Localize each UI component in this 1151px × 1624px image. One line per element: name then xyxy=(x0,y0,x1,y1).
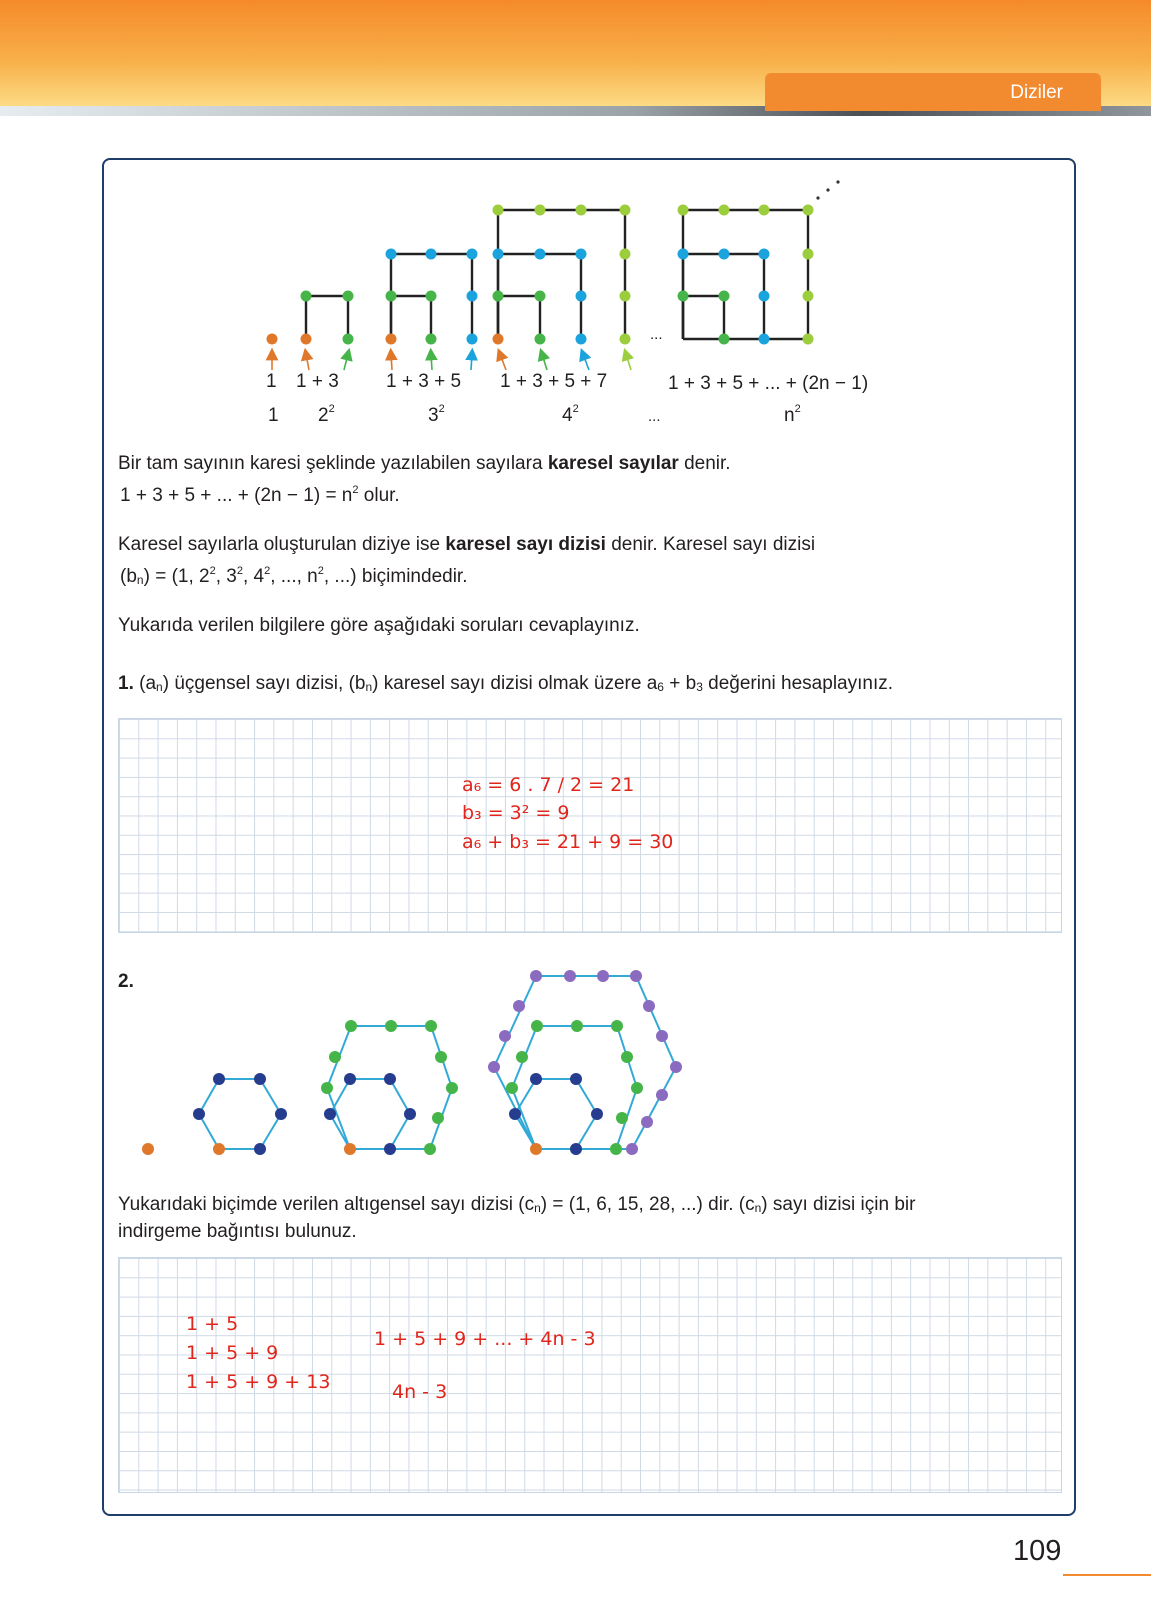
sum-label-n: 1 + 3 + 5 + ... + (2n − 1) xyxy=(668,373,869,394)
answer-2-sum: 1 + 5 + 9 + ... + 4n - 3 xyxy=(374,1328,596,1350)
square-label-2: $2^2$ xyxy=(318,403,335,426)
square-label-n: $n^2$ xyxy=(784,403,801,426)
ellipsis-top: ... xyxy=(650,326,663,343)
answer-2-left-2: 1 + 5 + 9 xyxy=(186,1342,279,1364)
answer-1-line-1: a₆ = 6 . 7 / 2 = 21 xyxy=(462,774,635,796)
intro-line-2: 1 + 3 + 5 + ... + $(2n - 1) = n^2$ olur. xyxy=(120,484,400,506)
question-1-number: 1. xyxy=(118,673,134,694)
question-1: 1. $(a_n)$ üçgensel sayı dizisi, $(b_n)$ karesel sayı dizisi olmak üzere $a_6 + b_3$ değerini hesaplayınız. xyxy=(118,673,894,694)
answer-2-left-3: 1 + 5 + 9 + 13 xyxy=(186,1371,331,1393)
hex-dots-1 xyxy=(142,1143,154,1155)
square-label-4: $4^2$ xyxy=(562,403,579,426)
chapter-title: Diziler xyxy=(1010,82,1063,103)
square-label-1: 1 xyxy=(268,405,279,426)
answer-2-term: 4n - 3 xyxy=(392,1381,448,1403)
answer-1-line-2: b₃ = 3² = 9 xyxy=(462,802,570,824)
intro-para-2: Karesel sayılarla oluşturulan diziye ise karesel sayı dizisi denir. Karesel sayı dizisi xyxy=(118,534,816,555)
question-2-line-2: indirgeme bağıntısı bulunuz. xyxy=(118,1221,357,1242)
answer-2-left-1: 1 + 5 xyxy=(186,1313,239,1335)
page-number-rule xyxy=(1063,1574,1151,1576)
question-2-number: 2. xyxy=(118,971,134,992)
square-label-3: $3^2$ xyxy=(428,403,445,426)
intro-instruction: Yukarıda verilen bilgilere göre aşağıdaki soruları cevaplayınız. xyxy=(118,615,640,636)
sum-label-4: 1 + 3 + 5 + 7 xyxy=(500,371,608,392)
intro-line-1: Bir tam sayının karesi şeklinde yazılabilen sayılara karesel sayılar denir. xyxy=(118,453,731,474)
sum-label-2: 1 + 3 xyxy=(296,371,339,392)
sum-label-1: 1 xyxy=(266,371,277,392)
sum-label-3: 1 + 3 + 5 xyxy=(386,371,462,392)
answer-1-line-3: a₆ + b₃ = 21 + 9 = 30 xyxy=(462,831,674,853)
hex-dots-6 xyxy=(193,1073,287,1155)
intro-sequence: $(b_n) = (1$, $2^2$, $3^2$, $4^2$, ..., $n^2$, ...) biçimindedir. xyxy=(120,565,468,587)
hex-dots-28 xyxy=(488,970,682,1155)
page-number: 109 xyxy=(1013,1535,1062,1567)
question-2-line-1: Yukarıdaki biçimde verilen altıgensel sayı dizisi $(c_n) = (1$, 6, 15, 28, ...) dir. $(c_n)$ sayı dizisi için bir xyxy=(118,1194,916,1215)
ellipsis-bottom: ... xyxy=(648,408,661,425)
